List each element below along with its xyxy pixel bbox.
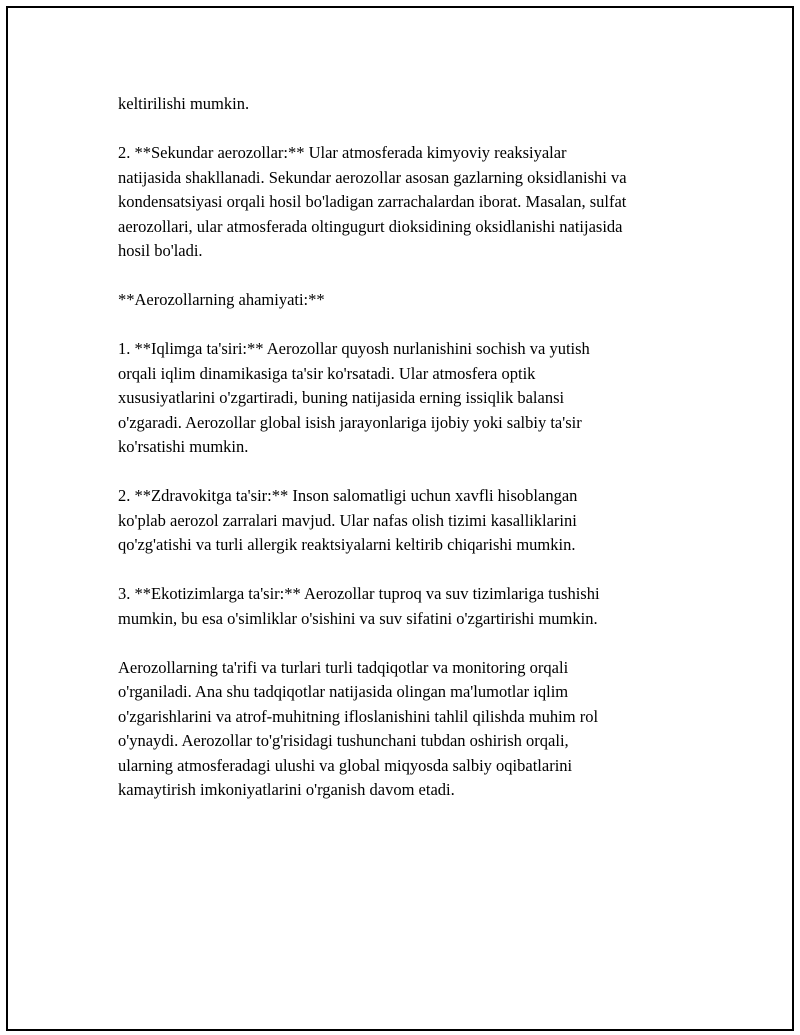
text-line: xususiyatlarini o'zgartiradi, buning natijasida erning issiqlik balansi <box>118 388 565 407</box>
paragraph-ecosystem-impact <box>118 582 688 631</box>
text-line: o'rganiladi. Ana shu tadqiqotlar natijasida olingan ma'lumotlar iqlim <box>118 682 569 701</box>
text-line: keltirilishi mumkin. <box>118 94 250 113</box>
text-line: 2. **Sekundar aerozollar:** Ular atmosferada kimyoviy reaksiyalar <box>118 143 567 162</box>
text-line: o'zgaradi. Aerozollar global isish jarayonlariga ijobiy yoki salbiy ta'sir <box>118 412 582 432</box>
text-line: o'ynaydi. Aerozollar to'g'risidagi tushunchani tubdan oshirish orqali, <box>118 731 569 750</box>
paragraph-continuation <box>118 92 688 117</box>
text-line: kamaytirish imkoniyatlarini o'rganish davom etadi. <box>118 780 455 799</box>
text-line: ko'plab aerozol zarralari mavjud. Ular nafas olish tizimi kasalliklarini <box>118 510 577 530</box>
text-line: 3. **Ekotizimlarga ta'sir:** Aerozollar tuproq va suv tizimlariga tushishi <box>118 584 600 603</box>
text-line: aerozollari, ular atmosferada oltingugurt dioksidining oksidlanishi natijasida <box>118 216 623 236</box>
paragraph-secondary-aerosols <box>118 141 688 264</box>
text-line: kondensatsiyasi orqali hosil bo'ladigan zarrachalardan iborat. Masalan, sulfat <box>118 192 627 211</box>
document-body <box>118 92 688 827</box>
text-line: qo'zg'atishi va turli allergik reaktsiyalarni keltirib chiqarishi mumkin. <box>118 535 576 554</box>
text-line: hosil bo'ladi. <box>118 241 203 260</box>
text-line: 1. **Iqlimga ta'siri:** Aerozollar quyosh nurlanishini sochish va yutish <box>118 339 590 358</box>
paragraph-health-impact <box>118 484 688 558</box>
text-line: **Aerozollarning ahamiyati:** <box>118 290 325 309</box>
text-line: ularning atmosferadagi ulushi va global miqyosda salbiy oqibatlarini <box>118 755 573 775</box>
text-line: o'zgarishlarini va atrof-muhitning ifloslanishini tahlil qilishda muhim rol <box>118 706 599 726</box>
text-line: natijasida shakllanadi. Sekundar aerozollar asosan gazlarning oksidlanishi va <box>118 167 627 187</box>
text-line: mumkin, bu esa o'simliklar o'sishini va suv sifatini o'zgartirishi mumkin. <box>118 608 598 628</box>
paragraph-climate-impact <box>118 337 688 460</box>
text-line: Aerozollarning ta'rifi va turlari turli tadqiqotlar va monitoring orqali <box>118 657 569 677</box>
section-heading-importance <box>118 288 688 313</box>
text-line: 2. **Zdravokitga ta'sir:** Inson salomatligi uchun xavfli hisoblangan <box>118 486 578 505</box>
text-line: orqali iqlim dinamikasiga ta'sir ko'rsatadi. Ular atmosfera optik <box>118 363 536 383</box>
text-line: ko'rsatishi mumkin. <box>118 437 249 456</box>
paragraph-conclusion <box>118 656 688 803</box>
